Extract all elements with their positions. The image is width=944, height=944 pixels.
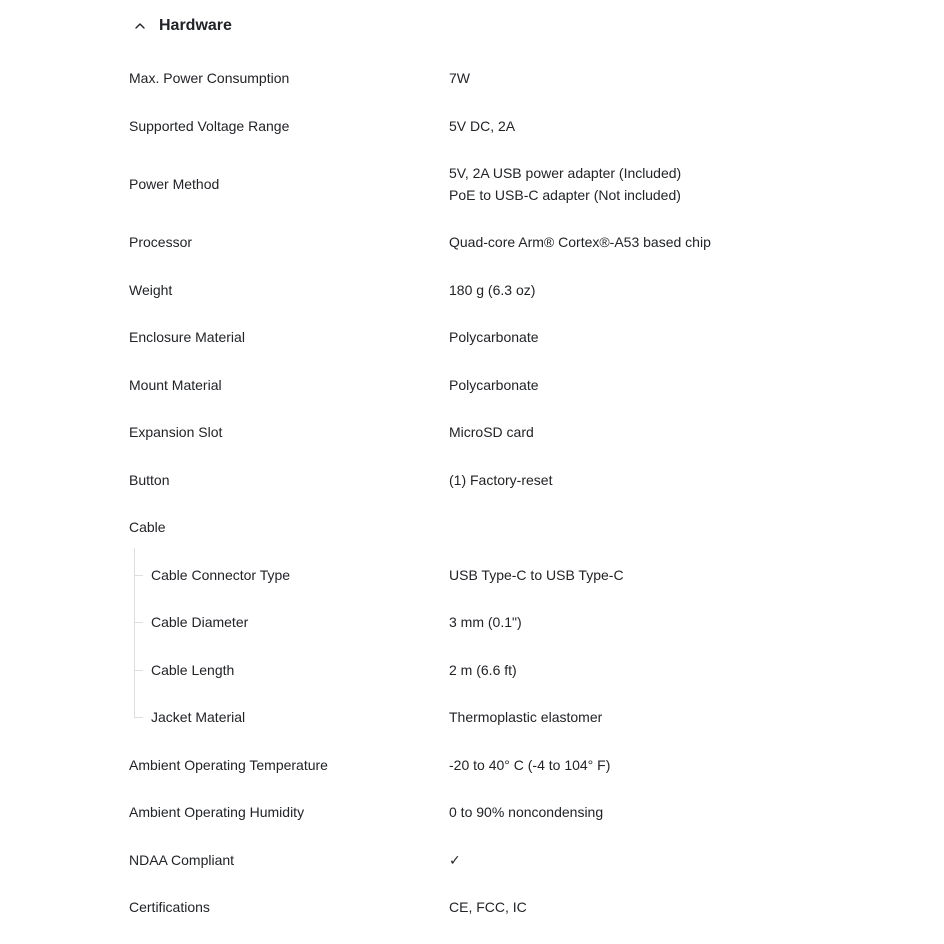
spec-value — [449, 611, 522, 633]
checkmark-icon: ✓ — [449, 852, 461, 868]
spec-value — [449, 67, 470, 89]
spec-value — [449, 659, 517, 681]
spec-label: Ambient Operating Humidity — [129, 804, 305, 820]
spec-value-line: 7W — [449, 70, 470, 86]
cable-tree-tick — [134, 717, 143, 718]
spec-value-line: Thermoplastic elastomer — [449, 709, 603, 725]
spec-label: Weight — [129, 282, 173, 298]
spec-value-line: CE, FCC, IC — [449, 899, 527, 915]
spec-label: NDAA Compliant — [129, 852, 235, 868]
spec-value-line: MicroSD card — [449, 424, 534, 440]
section-title: Hardware — [159, 17, 232, 34]
spec-value — [449, 849, 461, 871]
spec-value-line: 2 m (6.6 ft) — [449, 662, 517, 678]
spec-label: Mount Material — [129, 377, 222, 393]
spec-label: Cable — [129, 519, 166, 535]
spec-label: Expansion Slot — [129, 424, 223, 440]
spec-label: Processor — [129, 234, 193, 250]
cable-tree-tick — [134, 622, 143, 623]
spec-label: Jacket Material — [151, 709, 246, 725]
cable-tree-tick — [134, 670, 143, 671]
spec-value — [449, 896, 527, 918]
spec-value — [449, 374, 539, 396]
spec-value-line: USB Type-C to USB Type-C — [449, 567, 624, 583]
cable-tree-line — [134, 548, 135, 717]
spec-value-line: 0 to 90% noncondensing — [449, 804, 604, 820]
spec-value-line: -20 to 40° C (-4 to 104° F) — [449, 757, 611, 773]
spec-label: Cable Diameter — [151, 614, 249, 630]
spec-value-line: 5V DC, 2A — [449, 118, 516, 134]
spec-label: Cable Length — [151, 662, 235, 678]
spec-value — [449, 469, 552, 491]
spec-value-line: 3 mm (0.1") — [449, 614, 522, 630]
spec-label: Certifications — [129, 899, 210, 915]
spec-value-line: 180 g (6.3 oz) — [449, 282, 536, 298]
hardware-section-toggle[interactable] — [130, 10, 232, 42]
spec-label: Power Method — [129, 176, 220, 192]
spec-value — [449, 421, 534, 443]
spec-value — [449, 162, 681, 206]
spec-label: Button — [129, 472, 170, 488]
spec-value — [449, 115, 515, 137]
spec-label: Enclosure Material — [129, 329, 245, 345]
cable-tree-tick — [134, 575, 143, 576]
spec-value — [449, 279, 535, 301]
spec-value-line: PoE to USB-C adapter (Not included) — [449, 187, 681, 203]
spec-value — [449, 754, 610, 776]
spec-value-line: 5V, 2A USB power adapter (Included) — [449, 165, 682, 181]
spec-value — [449, 706, 602, 728]
spec-label: Max. Power Consumption — [129, 70, 290, 86]
spec-label: Supported Voltage Range — [129, 118, 290, 134]
spec-value — [449, 231, 711, 253]
spec-label: Ambient Operating Temperature — [129, 757, 328, 773]
spec-label: Cable Connector Type — [151, 567, 291, 583]
spec-value — [449, 326, 539, 348]
chevron-up-icon — [130, 16, 150, 36]
spec-value — [449, 801, 603, 823]
spec-value-line: Polycarbonate — [449, 329, 539, 345]
spec-value — [449, 564, 624, 586]
spec-value-line: Polycarbonate — [449, 377, 539, 393]
spec-value-line: (1) Factory-reset — [449, 472, 553, 488]
spec-value-line: Quad-core Arm® Cortex®-A53 based chip — [449, 234, 711, 250]
